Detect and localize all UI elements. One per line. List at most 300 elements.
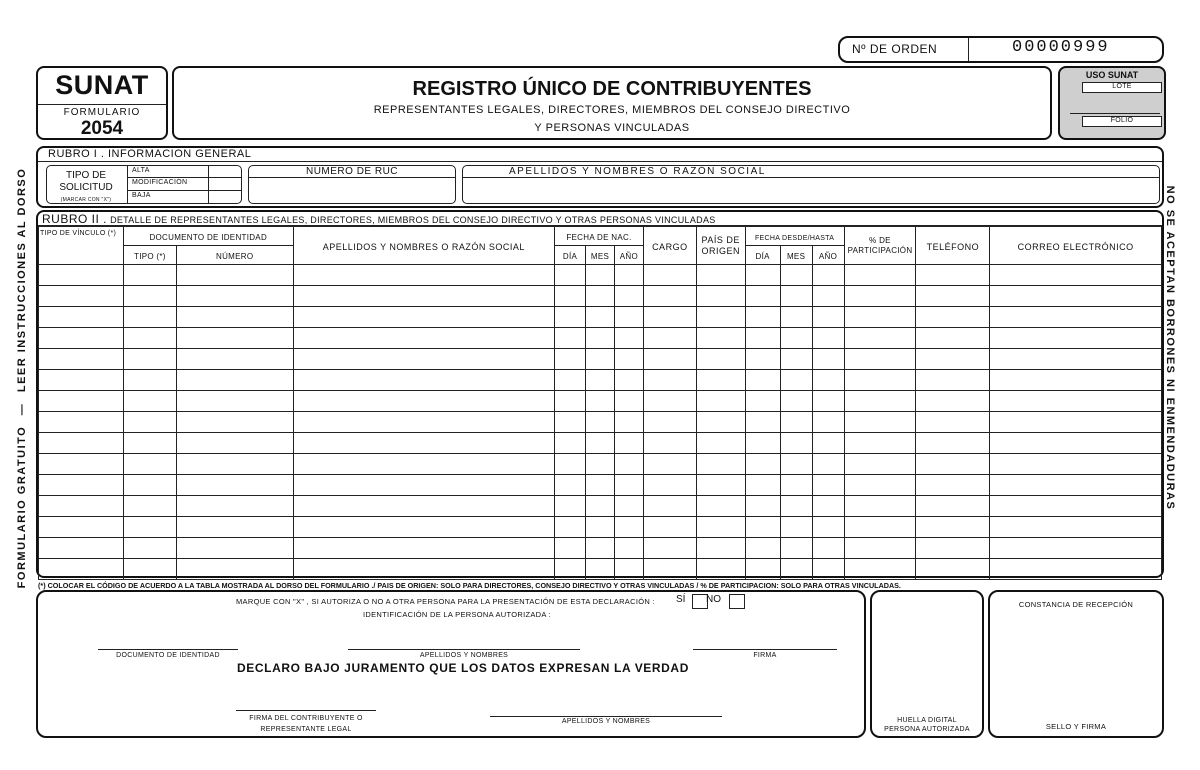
cell-telefono[interactable] (916, 328, 990, 349)
cell-nac-mes[interactable] (586, 370, 615, 391)
table-row (39, 286, 1162, 307)
no-label: NO (706, 594, 721, 605)
cell-nac-dia[interactable] (555, 538, 586, 559)
cell-correo[interactable] (990, 454, 1162, 475)
cell-nac-anio[interactable] (614, 412, 643, 433)
cell-doc-numero[interactable] (176, 286, 293, 307)
contribuyente-names-label: APELLIDOS Y NOMBRES (561, 718, 651, 725)
cell-tipo-vinculo[interactable] (39, 328, 124, 349)
ruc-label: NÚMERO DE RUC (305, 166, 399, 177)
cell-nac-anio[interactable] (614, 349, 643, 370)
cell-desde-dia[interactable] (745, 496, 780, 517)
cell-desde-anio[interactable] (812, 517, 844, 538)
cell-desde-dia[interactable] (745, 433, 780, 454)
doc-identidad-line[interactable] (98, 649, 238, 650)
cell-nac-mes[interactable] (586, 496, 615, 517)
cell-nac-mes[interactable] (586, 307, 615, 328)
cell-nac-mes[interactable] (586, 559, 615, 580)
cell-nac-mes[interactable] (586, 349, 615, 370)
lote-field[interactable] (1082, 82, 1162, 93)
razon-social-label-rule (463, 177, 1159, 178)
cell-doc-numero[interactable] (176, 307, 293, 328)
cell-doc-numero[interactable] (176, 391, 293, 412)
cell-nac-mes[interactable] (586, 454, 615, 475)
cell-tipo-vinculo[interactable] (39, 496, 124, 517)
cell-nac-dia[interactable] (555, 475, 586, 496)
cell-participacion[interactable] (844, 433, 916, 454)
cell-cargo[interactable] (643, 559, 696, 580)
cell-desde-mes[interactable] (780, 559, 812, 580)
cell-pais-origen[interactable] (696, 265, 745, 286)
cell-telefono[interactable] (916, 307, 990, 328)
cell-pais-origen[interactable] (696, 391, 745, 412)
cell-cargo[interactable] (643, 517, 696, 538)
cell-doc-tipo[interactable] (123, 496, 176, 517)
cell-nac-anio[interactable] (614, 370, 643, 391)
cell-desde-dia[interactable] (745, 307, 780, 328)
razon-social-label: APELLIDOS Y NOMBRES O RAZÓN SOCIAL (509, 166, 766, 177)
cell-doc-tipo[interactable] (123, 433, 176, 454)
cell-pais-origen[interactable] (696, 538, 745, 559)
option-baja-label: BAJA (132, 192, 151, 199)
cell-nac-dia[interactable] (555, 286, 586, 307)
cell-doc-numero[interactable] (176, 349, 293, 370)
cell-pais-origen[interactable] (696, 412, 745, 433)
cell-telefono[interactable] (916, 412, 990, 433)
cell-doc-tipo[interactable] (123, 265, 176, 286)
cell-desde-mes[interactable] (780, 496, 812, 517)
cell-telefono[interactable] (916, 517, 990, 538)
cell-nac-dia[interactable] (555, 412, 586, 433)
cell-desde-anio[interactable] (812, 475, 844, 496)
cell-participacion[interactable] (844, 559, 916, 580)
cell-doc-tipo[interactable] (123, 454, 176, 475)
cell-desde-mes[interactable] (780, 328, 812, 349)
cell-correo[interactable] (990, 538, 1162, 559)
cell-doc-numero[interactable] (176, 328, 293, 349)
cell-tipo-vinculo[interactable] (39, 454, 124, 475)
cell-desde-mes[interactable] (780, 454, 812, 475)
cell-participacion[interactable] (844, 412, 916, 433)
cell-doc-numero[interactable] (176, 433, 293, 454)
header-doc-numero: NÚMERO (176, 246, 293, 265)
cell-nac-mes[interactable] (586, 391, 615, 412)
cell-doc-tipo[interactable] (123, 412, 176, 433)
huella-line1: HUELLA DIGITAL (897, 717, 957, 724)
cell-pais-origen[interactable] (696, 475, 745, 496)
cell-desde-dia[interactable] (745, 454, 780, 475)
table-row (39, 517, 1162, 538)
read-instructions-text: LEER INSTRUCCIONES AL DORSO (16, 167, 28, 393)
header-documento: DOCUMENTO DE IDENTIDAD (123, 227, 293, 246)
cell-correo[interactable] (990, 286, 1162, 307)
cell-cargo[interactable] (643, 475, 696, 496)
cell-doc-tipo[interactable] (123, 328, 176, 349)
table-row (39, 349, 1162, 370)
cell-participacion[interactable] (844, 370, 916, 391)
cell-desde-anio[interactable] (812, 391, 844, 412)
cell-correo[interactable] (990, 559, 1162, 580)
cell-desde-dia[interactable] (745, 475, 780, 496)
cell-doc-tipo[interactable] (123, 286, 176, 307)
cell-telefono[interactable] (916, 454, 990, 475)
vinculados-table (38, 226, 1162, 580)
authorized-names-label: APELLIDOS Y NOMBRES (419, 652, 509, 659)
cell-participacion[interactable] (844, 391, 916, 412)
cell-tipo-vinculo[interactable] (39, 559, 124, 580)
option-alta-check[interactable] (208, 166, 242, 178)
cell-cargo[interactable] (643, 391, 696, 412)
cell-desde-anio[interactable] (812, 286, 844, 307)
cell-nac-dia[interactable] (555, 559, 586, 580)
contribuyente-firma-line2: REPRESENTANTE LEGAL (260, 726, 352, 733)
cell-correo[interactable] (990, 370, 1162, 391)
cell-apellidos[interactable] (293, 328, 555, 349)
cell-doc-tipo[interactable] (123, 475, 176, 496)
cell-desde-mes[interactable] (780, 517, 812, 538)
cell-cargo[interactable] (643, 433, 696, 454)
declaration-box (36, 590, 866, 738)
cell-pais-origen[interactable] (696, 517, 745, 538)
cell-correo[interactable] (990, 412, 1162, 433)
cell-apellidos[interactable] (293, 475, 555, 496)
cell-nac-anio[interactable] (614, 496, 643, 517)
cell-nac-dia[interactable] (555, 328, 586, 349)
cell-desde-anio[interactable] (812, 370, 844, 391)
cell-cargo[interactable] (643, 349, 696, 370)
cell-correo[interactable] (990, 496, 1162, 517)
cell-tipo-vinculo[interactable] (39, 286, 124, 307)
cell-apellidos[interactable] (293, 307, 555, 328)
cell-telefono[interactable] (916, 286, 990, 307)
table-row (39, 454, 1162, 475)
cell-cargo[interactable] (643, 412, 696, 433)
cell-cargo[interactable] (643, 307, 696, 328)
cell-pais-origen[interactable] (696, 328, 745, 349)
cell-desde-anio[interactable] (812, 412, 844, 433)
tipo-solicitud-label (47, 170, 125, 206)
cell-doc-numero[interactable] (176, 412, 293, 433)
cell-doc-numero[interactable] (176, 517, 293, 538)
table-row (39, 391, 1162, 412)
cell-tipo-vinculo[interactable] (39, 538, 124, 559)
cell-nac-dia[interactable] (555, 349, 586, 370)
table-row (39, 433, 1162, 454)
cell-apellidos[interactable] (293, 496, 555, 517)
cell-nac-mes[interactable] (586, 265, 615, 286)
folio-field[interactable] (1082, 116, 1162, 127)
cell-telefono[interactable] (916, 433, 990, 454)
cell-desde-dia[interactable] (745, 349, 780, 370)
no-checkbox[interactable] (729, 594, 745, 609)
cell-desde-mes[interactable] (780, 307, 812, 328)
table-row (39, 370, 1162, 391)
cell-desde-dia[interactable] (745, 412, 780, 433)
cell-desde-mes[interactable] (780, 538, 812, 559)
cell-telefono[interactable] (916, 265, 990, 286)
cell-telefono[interactable] (916, 559, 990, 580)
cell-apellidos[interactable] (293, 349, 555, 370)
cell-desde-dia[interactable] (745, 538, 780, 559)
cell-doc-numero[interactable] (176, 475, 293, 496)
tipo-solicitud-box (46, 165, 242, 204)
cell-doc-tipo[interactable] (123, 538, 176, 559)
table-row (39, 328, 1162, 349)
cell-apellidos[interactable] (293, 391, 555, 412)
cell-doc-numero[interactable] (176, 496, 293, 517)
cell-doc-tipo[interactable] (123, 391, 176, 412)
cell-desde-dia[interactable] (745, 328, 780, 349)
cell-nac-dia[interactable] (555, 265, 586, 286)
cell-nac-dia[interactable] (555, 517, 586, 538)
option-modificacion[interactable] (128, 178, 242, 191)
cell-desde-anio[interactable] (812, 496, 844, 517)
cell-telefono[interactable] (916, 538, 990, 559)
cell-telefono[interactable] (916, 391, 990, 412)
cell-participacion[interactable] (844, 307, 916, 328)
cell-desde-mes[interactable] (780, 286, 812, 307)
table-row (39, 559, 1162, 580)
cell-desde-mes[interactable] (780, 391, 812, 412)
cell-desde-anio[interactable] (812, 538, 844, 559)
authorized-firma-line[interactable] (693, 649, 837, 650)
cell-apellidos[interactable] (293, 454, 555, 475)
cell-participacion[interactable] (844, 496, 916, 517)
cell-desde-mes[interactable] (780, 265, 812, 286)
cell-nac-anio[interactable] (614, 454, 643, 475)
table-row (39, 265, 1162, 286)
cell-desde-anio[interactable] (812, 265, 844, 286)
cell-correo[interactable] (990, 433, 1162, 454)
cell-desde-dia[interactable] (745, 559, 780, 580)
uso-sunat-box (1058, 66, 1166, 140)
cell-desde-anio[interactable] (812, 454, 844, 475)
cell-desde-anio[interactable] (812, 433, 844, 454)
cell-nac-anio[interactable] (614, 538, 643, 559)
cell-nac-mes[interactable] (586, 412, 615, 433)
rubro1-section (36, 146, 1164, 208)
huella-label (872, 716, 982, 734)
footnote: (*) COLOCAR EL CÓDIGO DE ACUERDO A LA TABLA MOSTRADA AL DORSO DEL FORMULARIO ./ PAIS DE ORIGEN: SOLO PARA DIRECTORES, CONSEJO DIRECTIVO Y OTRAS VINCULADAS / % DE PARTICIPACION: SOLO PARA OTRAS VINCULADAS. (38, 581, 901, 590)
cell-nac-anio[interactable] (614, 307, 643, 328)
cell-desde-mes[interactable] (780, 475, 812, 496)
cell-desde-anio[interactable] (812, 559, 844, 580)
cell-tipo-vinculo[interactable] (39, 412, 124, 433)
cell-pais-origen[interactable] (696, 433, 745, 454)
cell-nac-dia[interactable] (555, 370, 586, 391)
cell-pais-origen[interactable] (696, 370, 745, 391)
form-number: 2054 (80, 118, 124, 139)
cell-apellidos[interactable] (293, 412, 555, 433)
cell-correo[interactable] (990, 517, 1162, 538)
cell-nac-anio[interactable] (614, 286, 643, 307)
cell-desde-anio[interactable] (812, 328, 844, 349)
cell-correo[interactable] (990, 475, 1162, 496)
cell-tipo-vinculo[interactable] (39, 391, 124, 412)
cell-cargo[interactable] (643, 286, 696, 307)
table-row (39, 496, 1162, 517)
cell-nac-dia[interactable] (555, 496, 586, 517)
cell-desde-mes[interactable] (780, 433, 812, 454)
header-desde-dia: DÍA (745, 246, 780, 265)
tipo-note: (MARCAR CON "X") (60, 197, 112, 203)
cell-nac-anio[interactable] (614, 391, 643, 412)
cell-participacion[interactable] (844, 265, 916, 286)
header-doc-tipo: TIPO (*) (123, 246, 176, 265)
header-tipo-vinculo: TIPO DE VÍNCULO (*) (39, 227, 124, 265)
cell-participacion[interactable] (844, 517, 916, 538)
option-modificacion-check[interactable] (208, 178, 242, 190)
cell-nac-mes[interactable] (586, 475, 615, 496)
cell-pais-origen[interactable] (696, 454, 745, 475)
sunat-brand-divider (38, 104, 166, 105)
cell-pais-origen[interactable] (696, 559, 745, 580)
cell-doc-numero[interactable] (176, 538, 293, 559)
huella-line2: PERSONA AUTORIZADA (884, 726, 970, 733)
cell-nac-anio[interactable] (614, 475, 643, 496)
cell-tipo-vinculo[interactable] (39, 307, 124, 328)
contribuyente-firma-line[interactable] (236, 710, 376, 711)
lote-label: LOTE (1112, 83, 1132, 90)
cell-nac-mes[interactable] (586, 517, 615, 538)
cell-apellidos[interactable] (293, 265, 555, 286)
cell-apellidos[interactable] (293, 538, 555, 559)
cell-participacion[interactable] (844, 538, 916, 559)
cell-nac-dia[interactable] (555, 391, 586, 412)
cell-doc-tipo[interactable] (123, 559, 176, 580)
option-baja-check[interactable] (208, 191, 242, 203)
left-vertical-notice (16, 158, 28, 598)
cell-participacion[interactable] (844, 454, 916, 475)
cell-nac-dia[interactable] (555, 307, 586, 328)
cell-desde-dia[interactable] (745, 265, 780, 286)
cell-tipo-vinculo[interactable] (39, 265, 124, 286)
cell-nac-mes[interactable] (586, 328, 615, 349)
cell-telefono[interactable] (916, 349, 990, 370)
cell-doc-numero[interactable] (176, 559, 293, 580)
cell-pais-origen[interactable] (696, 496, 745, 517)
cell-tipo-vinculo[interactable] (39, 475, 124, 496)
cell-nac-dia[interactable] (555, 454, 586, 475)
tipo-line2: SOLICITUD (59, 182, 113, 193)
cell-desde-dia[interactable] (745, 286, 780, 307)
rubro1-title-rule (38, 161, 1162, 162)
order-number-box (838, 36, 1164, 63)
cell-doc-numero[interactable] (176, 370, 293, 391)
cell-cargo[interactable] (643, 538, 696, 559)
cell-nac-anio[interactable] (614, 559, 643, 580)
cell-desde-mes[interactable] (780, 412, 812, 433)
rubro2-title-text: RUBRO II . (42, 212, 108, 226)
cell-nac-mes[interactable] (586, 538, 615, 559)
cell-doc-numero[interactable] (176, 265, 293, 286)
razon-social-field[interactable] (462, 165, 1160, 204)
cell-participacion[interactable] (844, 286, 916, 307)
cell-nac-dia[interactable] (555, 433, 586, 454)
cell-doc-tipo[interactable] (123, 370, 176, 391)
cell-apellidos[interactable] (293, 286, 555, 307)
cell-correo[interactable] (990, 328, 1162, 349)
cell-doc-tipo[interactable] (123, 349, 176, 370)
option-baja[interactable] (128, 191, 242, 203)
cell-nac-anio[interactable] (614, 433, 643, 454)
cell-apellidos[interactable] (293, 517, 555, 538)
cell-telefono[interactable] (916, 475, 990, 496)
cell-cargo[interactable] (643, 265, 696, 286)
cell-telefono[interactable] (916, 370, 990, 391)
cell-apellidos[interactable] (293, 370, 555, 391)
cell-desde-mes[interactable] (780, 349, 812, 370)
si-label: SÍ (676, 594, 686, 605)
form-subtitle-line1: REPRESENTANTES LEGALES, DIRECTORES, MIEMBROS DEL CONSEJO DIRECTIVO (373, 104, 851, 116)
cell-pais-origen[interactable] (696, 286, 745, 307)
cell-correo[interactable] (990, 265, 1162, 286)
cell-desde-anio[interactable] (812, 349, 844, 370)
option-alta[interactable] (128, 166, 242, 178)
cell-doc-tipo[interactable] (123, 307, 176, 328)
cell-pais-origen[interactable] (696, 307, 745, 328)
doc-identidad-label: DOCUMENTO DE IDENTIDAD (116, 652, 220, 659)
cell-tipo-vinculo[interactable] (39, 517, 124, 538)
cell-desde-dia[interactable] (745, 370, 780, 391)
cell-nac-mes[interactable] (586, 286, 615, 307)
cell-participacion[interactable] (844, 328, 916, 349)
cell-nac-anio[interactable] (614, 328, 643, 349)
cell-desde-mes[interactable] (780, 370, 812, 391)
cell-desde-anio[interactable] (812, 307, 844, 328)
header-cargo: CARGO (643, 227, 696, 265)
cell-cargo[interactable] (643, 370, 696, 391)
cell-tipo-vinculo[interactable] (39, 349, 124, 370)
cell-desde-dia[interactable] (745, 391, 780, 412)
header-nac-mes: MES (586, 246, 615, 265)
cell-correo[interactable] (990, 391, 1162, 412)
cell-apellidos[interactable] (293, 433, 555, 454)
cell-nac-anio[interactable] (614, 517, 643, 538)
ruc-field[interactable] (248, 165, 456, 204)
cell-participacion[interactable] (844, 349, 916, 370)
option-modificacion-label: MODIFICACIÓN (132, 179, 188, 186)
cell-tipo-vinculo[interactable] (39, 433, 124, 454)
form-subtitle-line2: Y PERSONAS VINCULADAS (534, 122, 690, 134)
cell-correo[interactable] (990, 349, 1162, 370)
tipo-line1: TIPO DE (65, 170, 106, 181)
cell-nac-mes[interactable] (586, 433, 615, 454)
cell-cargo[interactable] (643, 496, 696, 517)
cell-nac-anio[interactable] (614, 265, 643, 286)
cell-correo[interactable] (990, 307, 1162, 328)
order-number-value[interactable]: 00000999 (1012, 38, 1110, 57)
cell-doc-numero[interactable] (176, 454, 293, 475)
contribuyente-names-line[interactable] (490, 716, 722, 717)
header-fecha-nac: FECHA DE NAC. (555, 227, 644, 246)
contribuyente-firma-line1: FIRMA DEL CONTRIBUYENTE O (249, 715, 363, 722)
constancia-box[interactable] (988, 590, 1164, 738)
title-box (172, 66, 1052, 140)
cell-cargo[interactable] (643, 328, 696, 349)
cell-pais-origen[interactable] (696, 349, 745, 370)
huella-digital-box[interactable] (870, 590, 984, 738)
header-apellidos: APELLIDOS Y NOMBRES O RAZÓN SOCIAL (293, 227, 555, 265)
cell-participacion[interactable] (844, 475, 916, 496)
cell-apellidos[interactable] (293, 559, 555, 580)
cell-doc-tipo[interactable] (123, 517, 176, 538)
cell-telefono[interactable] (916, 496, 990, 517)
cell-cargo[interactable] (643, 454, 696, 475)
cell-tipo-vinculo[interactable] (39, 370, 124, 391)
authorized-names-line[interactable] (348, 649, 580, 650)
cell-desde-dia[interactable] (745, 517, 780, 538)
